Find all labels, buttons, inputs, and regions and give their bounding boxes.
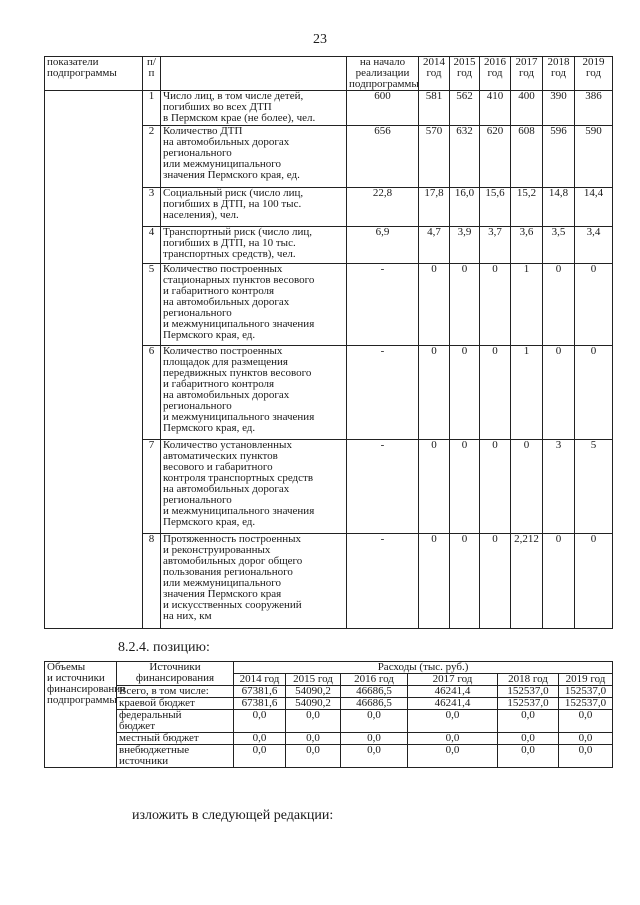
year-value-cell: 17,8 [419,188,450,227]
year-value-cell: 0 [419,346,450,440]
year-value-cell: 3,9 [450,227,480,264]
year-value-cell: 0 [575,264,613,346]
amount-cell: 0,0 [559,733,613,745]
amount-cell: 0,0 [408,733,498,745]
indicator-row [45,91,613,126]
financing-table [44,661,613,768]
year-value-cell: 4,7 [419,227,450,264]
year-value-cell: 632 [450,126,480,188]
start-value-cell: - [347,440,419,534]
year-value-cell: 570 [419,126,450,188]
year-value-cell: 2,212 [511,534,543,629]
indicator-name-cell: Количество установленных автоматических пунктов весового и габаритного контроля транспортных средств на автомобильных дорогах регионального и межмуниципального значения Пермского края, ед. [161,440,347,534]
name-header-cell [161,57,347,91]
amount-cell: 54090,2 [286,686,341,698]
year-value-cell: 15,2 [511,188,543,227]
amount-cell: 0,0 [498,745,559,768]
indicator-name-cell: Количество построенных площадок для размещения передвижных пунктов весового и габаритного контроля на автомобильных дорогах регионального и межмуниципального значения Пермского края, ед. [161,346,347,440]
financing-row [45,710,613,733]
financing-row [45,686,613,698]
start-value-cell: 656 [347,126,419,188]
num-header-cell: п/п [143,57,161,91]
year-value-cell: 386 [575,91,613,126]
row-number-cell: 8 [143,534,161,629]
year-value-cell: 608 [511,126,543,188]
row-number-cell: 7 [143,440,161,534]
year-value-cell: 0 [480,264,511,346]
year-cell: 2016 год [341,674,408,686]
year-value-cell: 0 [419,440,450,534]
amount-cell: 152537,0 [559,698,613,710]
year-value-cell: 0 [480,534,511,629]
year-header-cell: 2016 год [480,57,511,91]
row-number-cell: 3 [143,188,161,227]
page-number: 23 [313,32,327,47]
indicators-spacer-cell [45,91,143,629]
start-value-cell: - [347,534,419,629]
year-value-cell: 596 [543,126,575,188]
year-value-cell: 0 [450,346,480,440]
start-value-cell: - [347,264,419,346]
start-value-cell: 22,8 [347,188,419,227]
row-number-cell: 6 [143,346,161,440]
start-header-cell: на начало реализации подпрограммы [347,57,419,91]
year-value-cell: 14,8 [543,188,575,227]
year-value-cell: 0 [575,534,613,629]
year-value-cell: 5 [575,440,613,534]
expenses-header-cell: Расходы (тыс. руб.) [234,662,613,674]
amount-cell: 0,0 [341,745,408,768]
amount-cell: 152537,0 [559,686,613,698]
year-value-cell: 0 [450,264,480,346]
year-cell: 2015 год [286,674,341,686]
amount-cell: 46241,4 [408,686,498,698]
year-header-cell: 2019 год [575,57,613,91]
year-value-cell: 3,5 [543,227,575,264]
indicators-table [44,56,613,629]
amount-cell: 46241,4 [408,698,498,710]
amount-cell: 152537,0 [498,698,559,710]
amount-cell: 54090,2 [286,698,341,710]
source-name-cell: местный бюджет [117,733,234,745]
year-value-cell: 3,4 [575,227,613,264]
sources-header-cell: Источники финансирования [117,662,234,686]
financing-row [45,745,613,768]
year-value-cell: 3 [543,440,575,534]
year-cell: 2018 год [498,674,559,686]
year-value-cell: 15,6 [480,188,511,227]
indicator-name-cell: Число лиц, в том числе детей, погибших во всех ДТП в Пермском крае (не более), чел. [161,91,347,126]
amount-cell: 46686,5 [341,698,408,710]
amount-cell: 152537,0 [498,686,559,698]
indicator-name-cell: Количество ДТП на автомобильных дорогах регионального или межмуниципального значения Пермского края, ед. [161,126,347,188]
source-name-cell: краевой бюджет [117,698,234,710]
year-value-cell: 14,4 [575,188,613,227]
amount-cell: 0,0 [234,745,286,768]
amount-cell: 0,0 [498,733,559,745]
year-cell: 2019 год [559,674,613,686]
section-text: 8.2.4. позицию: [118,640,210,655]
indicator-name-cell: Транспортный риск (число лиц, погибших в ДТП, на 10 тыс. транспортных средств), чел. [161,227,347,264]
amount-cell: 0,0 [286,710,341,733]
indicators-header-row [45,57,613,91]
amount-cell: 0,0 [498,710,559,733]
amount-cell: 0,0 [341,733,408,745]
amount-cell: 67381,6 [234,698,286,710]
year-value-cell: 620 [480,126,511,188]
year-value-cell: 590 [575,126,613,188]
year-value-cell: 0 [450,534,480,629]
financing-label-cell: Объемы и источники финансирования подпрограммы [45,662,117,768]
year-value-cell: 0 [543,346,575,440]
year-value-cell: 16,0 [450,188,480,227]
year-value-cell: 3,7 [480,227,511,264]
year-value-cell: 0 [543,534,575,629]
year-header-cell: 2017 год [511,57,543,91]
indicator-name-cell: Количество построенных стационарных пунктов весового и габаритного контроля на автомобильных дорогах регионального и межмуниципального значения Пермского края, ед. [161,264,347,346]
year-value-cell: 0 [480,346,511,440]
start-value-cell: - [347,346,419,440]
amount-cell: 0,0 [559,745,613,768]
source-name-cell: федеральный бюджет [117,710,234,733]
year-value-cell: 1 [511,346,543,440]
amount-cell: 0,0 [286,733,341,745]
amount-cell: 0,0 [286,745,341,768]
year-value-cell: 0 [543,264,575,346]
year-value-cell: 400 [511,91,543,126]
tail-text: изложить в следующей редакции: [132,808,334,823]
source-name-cell: Всего, в том числе: [117,686,234,698]
year-value-cell: 0 [419,534,450,629]
row-number-cell: 2 [143,126,161,188]
amount-cell: 0,0 [234,710,286,733]
amount-cell: 67381,6 [234,686,286,698]
year-cell: 2014 год [234,674,286,686]
indicator-name-cell: Социальный риск (число лиц, погибших в ДТП, на 100 тыс. населения), чел. [161,188,347,227]
start-value-cell: 6,9 [347,227,419,264]
year-value-cell: 0 [450,440,480,534]
indicators-header-cell: показатели подпрограммы [45,57,143,91]
financing-header-row [45,662,613,674]
year-cell: 2017 год [408,674,498,686]
year-value-cell: 0 [480,440,511,534]
year-value-cell: 390 [543,91,575,126]
year-value-cell: 0 [419,264,450,346]
year-value-cell: 562 [450,91,480,126]
year-value-cell: 1 [511,264,543,346]
amount-cell: 0,0 [408,745,498,768]
row-number-cell: 4 [143,227,161,264]
year-header-cell: 2018 год [543,57,575,91]
year-value-cell: 410 [480,91,511,126]
amount-cell: 0,0 [559,710,613,733]
year-value-cell: 0 [575,346,613,440]
year-value-cell: 3,6 [511,227,543,264]
amount-cell: 0,0 [234,733,286,745]
financing-row [45,733,613,745]
indicator-name-cell: Протяженность построенных и реконструированных автомобильных дорог общего пользования регионального или межмуниципального значения Пермского края и искусственных сооружений на них, км [161,534,347,629]
year-header-cell: 2014 год [419,57,450,91]
year-value-cell: 581 [419,91,450,126]
source-name-cell: внебюджетные источники [117,745,234,768]
start-value-cell: 600 [347,91,419,126]
amount-cell: 0,0 [408,710,498,733]
amount-cell: 0,0 [341,710,408,733]
row-number-cell: 5 [143,264,161,346]
year-header-cell: 2015 год [450,57,480,91]
year-value-cell: 0 [511,440,543,534]
row-number-cell: 1 [143,91,161,126]
financing-row [45,698,613,710]
amount-cell: 46686,5 [341,686,408,698]
